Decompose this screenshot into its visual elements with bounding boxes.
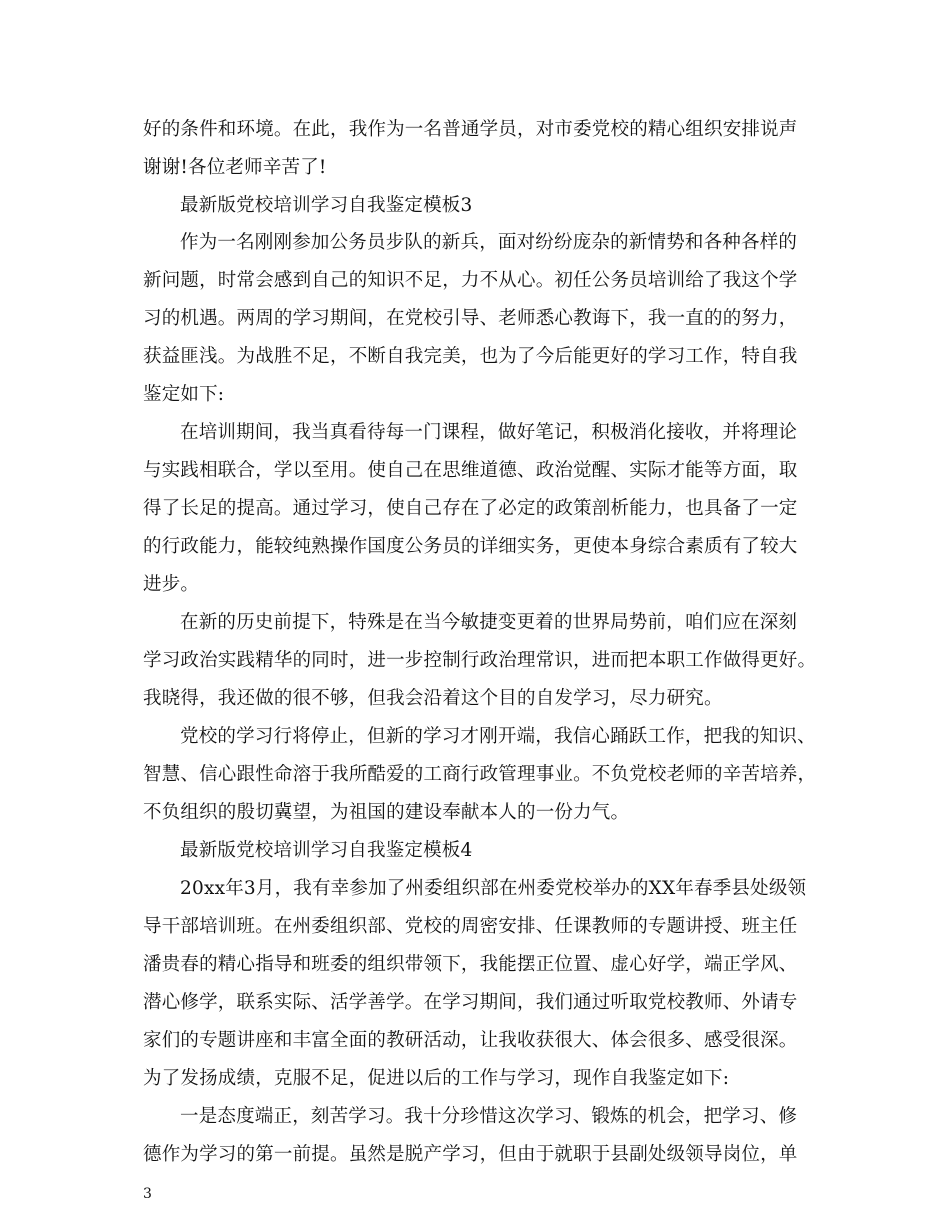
text-line: 在新的历史前提下，特殊是在当今敏捷变更着的世界局势前，咱们应在深刻 [180, 612, 798, 633]
text-line: 为了发扬成绩，克服不足，促进以后的工作与学习，现作自我鉴定如下: [143, 1068, 730, 1089]
text-line: 家们的专题讲座和丰富全面的教研活动，让我收获很大、体会很多、感受很深。 [143, 1030, 798, 1051]
text-line: 导干部培训班。在州委组织部、党校的周密安排、任课教师的专题讲授、班主任 [143, 916, 798, 937]
text-line: 一是态度端正，刻苦学习。我十分珍惜这次学习、锻炼的机会，把学习、修 [180, 1106, 798, 1127]
section-heading: 最新版党校培训学习自我鉴定模板3 [180, 195, 473, 216]
text-line: 进步。 [143, 574, 200, 595]
text-line: 的行政能力，能较纯熟操作国度公务员的详细实务，更使本身综合素质有了较大 [143, 536, 798, 557]
page-number: 3 [143, 1186, 152, 1202]
text-line: 学习政治实践精华的同时，进一步控制行政治理常识，进而把本职工作做得更好。 [143, 650, 817, 671]
text-line: 20xx年3月，我有幸参加了州委组织部在州委党校举办的XX年春季县处级领 [180, 878, 807, 899]
text-line: 我晓得，我还做的很不够，但我会沿着这个目的自发学习，尽力研究。 [143, 688, 723, 709]
text-line: 得了长足的提高。通过学习，使自己存在了必定的政策剖析能力，也具备了一定 [143, 498, 798, 519]
text-line: 不负组织的殷切冀望，为祖国的建设奉献本人的一份力气。 [143, 802, 630, 823]
text-line: 与实践相联合，学以至用。使自己在思维道德、政治觉醒、实际才能等方面，取 [143, 460, 798, 481]
text-line: 新问题，时常会感到自己的知识不足，力不从心。初任公务员培训给了我这个学 [143, 270, 798, 291]
text-line: 潘贵春的精心指导和班委的组织带领下，我能摆正位置、虚心好学，端正学风、 [143, 954, 798, 975]
text-line: 作为一名刚刚参加公务员步队的新兵，面对纷纷庞杂的新情势和各种各样的 [180, 232, 798, 253]
text-line: 好的条件和环境。在此，我作为一名普通学员，对市委党校的精心组织安排说声 [143, 119, 798, 140]
text-line: 党校的学习行将停止，但新的学习才刚开端，我信心踊跃工作，把我的知识、 [180, 726, 816, 747]
text-line: 在培训期间，我当真看待每一门课程，做好笔记，积极消化接收，并将理论 [180, 422, 798, 443]
text-line: 习的机遇。两周的学习期间，在党校引导、老师悉心教诲下，我一直的的努力， [143, 308, 798, 329]
text-line: 德作为学习的第一前提。虽然是脱产学习，但由于就职于县副处级领导岗位，单 [143, 1144, 798, 1165]
text-line: 智慧、信心跟性命溶于我所酷爱的工商行政管理事业。不负党校老师的辛苦培养， [143, 764, 817, 785]
text-line: 获益匪浅。为战胜不足，不断自我完美，也为了今后能更好的学习工作，特自我 [143, 346, 798, 367]
section-heading: 最新版党校培训学习自我鉴定模板4 [180, 840, 473, 861]
text-line: 谢谢!各位老师辛苦了! [143, 157, 327, 178]
text-line: 潜心修学，联系实际、活学善学。在学习期间，我们通过听取党校教师、外请专 [143, 992, 798, 1013]
text-line: 鉴定如下: [143, 384, 225, 405]
